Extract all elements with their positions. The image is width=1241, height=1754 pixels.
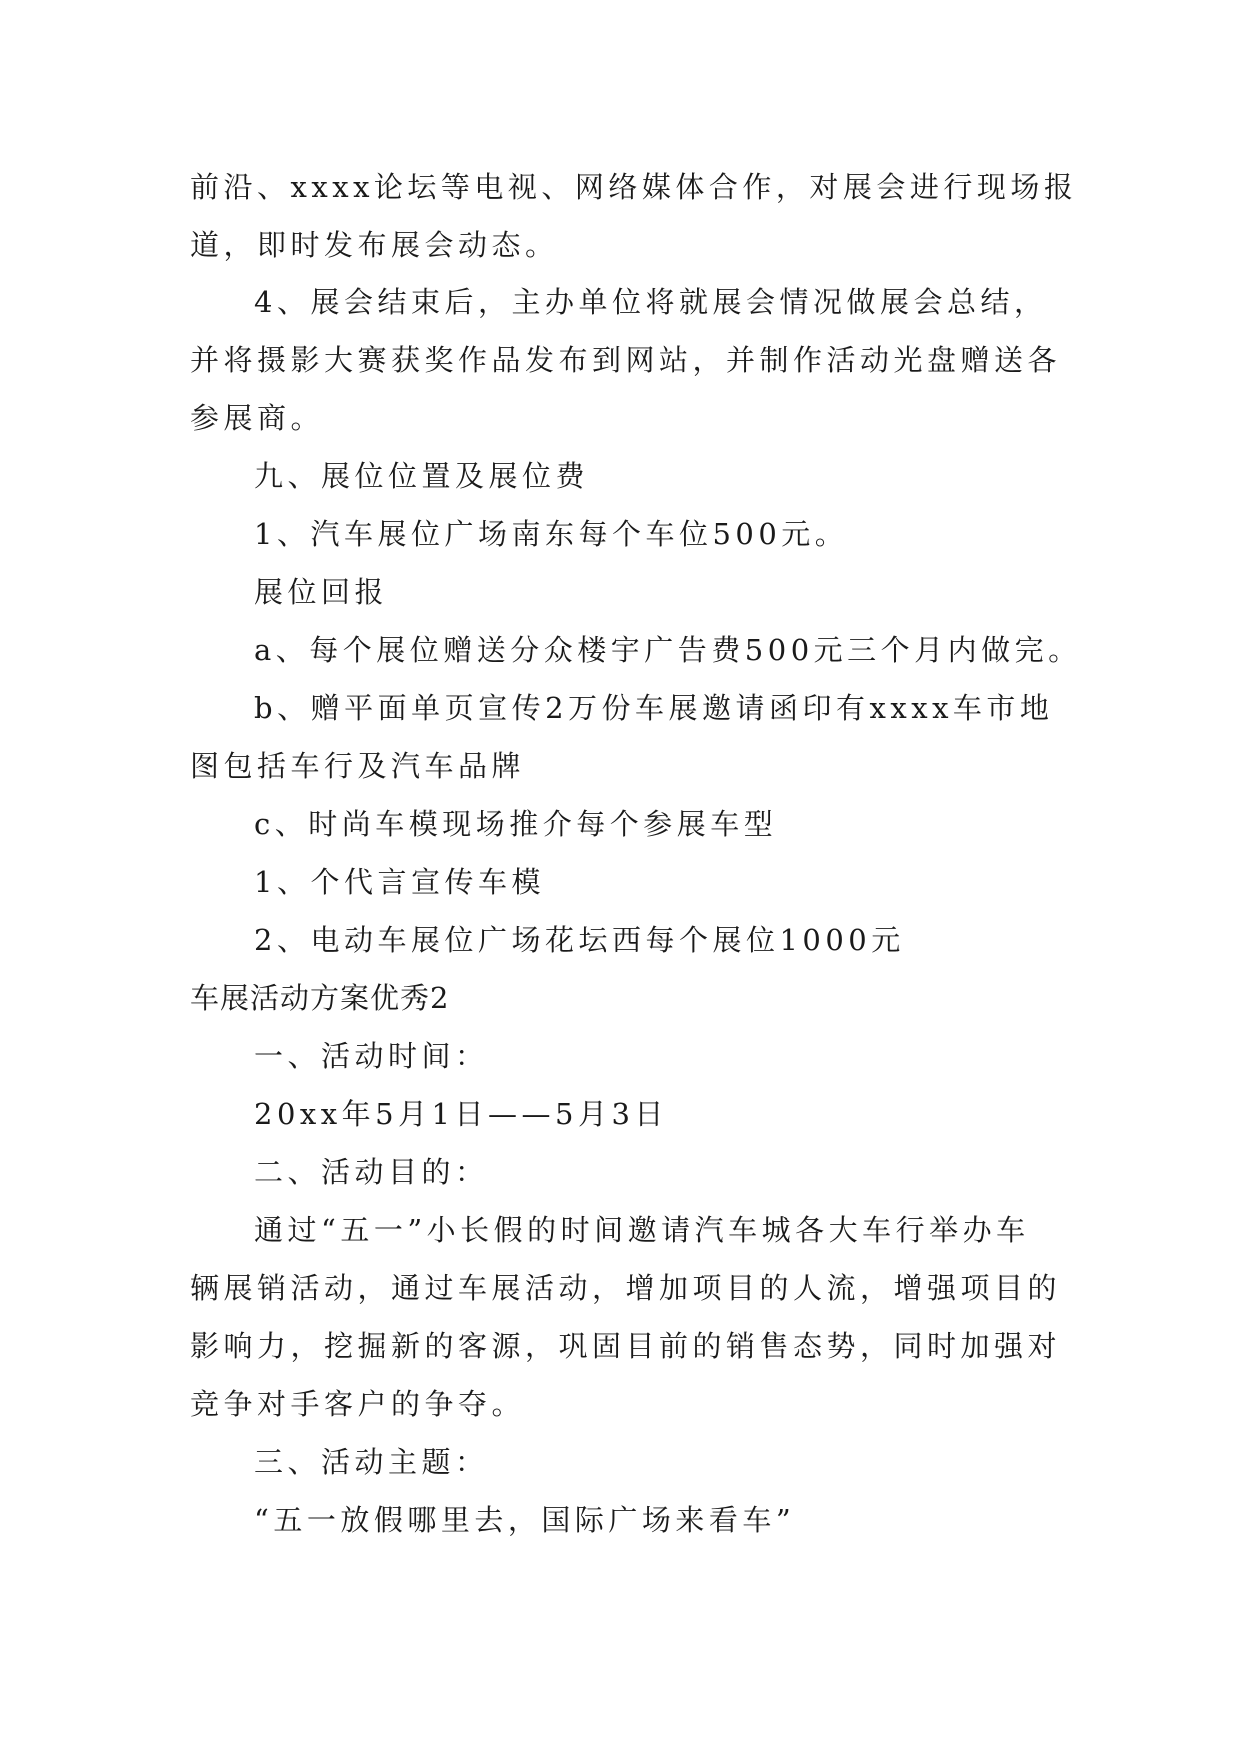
section-heading: 三、活动主题： xyxy=(254,1445,489,1479)
body-text-line: c、时尚车模现场推介每个参展车型 xyxy=(254,807,778,841)
body-text-line: 1、个代言宣传车模 xyxy=(254,865,545,899)
body-text-line: 参展商。 xyxy=(190,401,325,435)
section-heading: 九、展位位置及展位费 xyxy=(254,459,590,493)
body-text-line: 1、汽车展位广场南东每个车位500元。 xyxy=(254,517,849,551)
body-text-line: 并将摄影大赛获奖作品发布到网站，并制作活动光盘赠送各 xyxy=(190,343,1062,377)
body-text-line: 竞争对手客户的争夺。 xyxy=(190,1387,526,1421)
body-text-line: “五一放假哪里去，国际广场来看车” xyxy=(254,1503,796,1537)
body-text-line: 影响力，挖掘新的客源，巩固目前的销售态势，同时加强对 xyxy=(190,1329,1062,1363)
body-text-line: 前沿、xxxx论坛等电视、网络媒体合作，对展会进行现场报 xyxy=(190,170,1078,204)
section-heading: 一、活动时间： xyxy=(254,1039,489,1073)
document-title: 车展活动方案优秀2 xyxy=(190,981,450,1015)
body-text-line: 展位回报 xyxy=(254,575,389,609)
body-text-line: 道，即时发布展会动态。 xyxy=(190,228,559,262)
body-text-line: b、赠平面单页宣传2万份车展邀请函印有xxxx车市地 xyxy=(254,691,1054,725)
section-heading: 二、活动目的： xyxy=(254,1155,489,1189)
body-text-line: 4、展会结束后，主办单位将就展会情况做展会总结， xyxy=(254,285,1048,319)
body-text-line: 2、电动车展位广场花坛西每个展位1000元 xyxy=(254,923,905,957)
body-text-line: 通过“五一”小长假的时间邀请汽车城各大车行举办车 xyxy=(254,1213,1030,1247)
body-text-line: a、每个展位赠送分众楼宇广告费500元三个月内做完。 xyxy=(254,633,1082,667)
body-text-line: 图包括车行及汽车品牌 xyxy=(190,749,526,783)
body-text-line: 辆展销活动，通过车展活动，增加项目的人流，增强项目的 xyxy=(190,1271,1062,1305)
body-text-line: 20xx年5月1日——5月3日 xyxy=(254,1097,668,1131)
